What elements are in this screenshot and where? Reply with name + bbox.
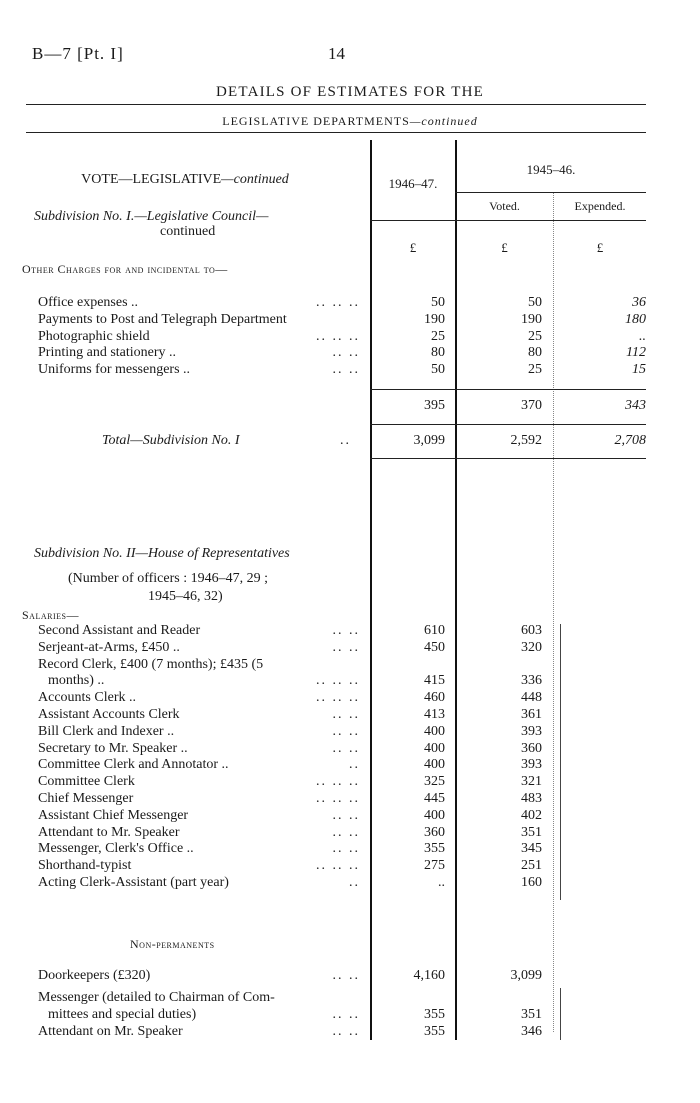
row-label: Assistant Accounts Clerk: [38, 707, 180, 722]
total-expended: 2,708: [614, 433, 646, 448]
value-1946-47: 325: [424, 774, 445, 790]
total-subdivision-1-label: Total—Subdivision No. I: [102, 433, 240, 448]
leader-dots: .. ..: [332, 639, 360, 655]
document-subtitle: LEGISLATIVE DEPARTMENTS—continued: [222, 114, 478, 128]
leader-dots: .. ..: [332, 723, 360, 739]
value-1946-47: 50: [431, 362, 445, 378]
leader-dots: .. ..: [332, 807, 360, 823]
subdivision-2-title: Subdivision No. II—House of Representatives: [34, 546, 290, 561]
value-voted: 393: [521, 757, 542, 773]
row-label: Serjeant-at-Arms, £450 ..: [38, 639, 180, 655]
value-voted: 603: [521, 623, 542, 638]
row-label: Acting Clerk-Assistant (part year): [38, 875, 229, 890]
row-label: Shorthand-typist: [38, 858, 132, 874]
leader-dots: .. .. ..: [316, 690, 360, 706]
value-1946-47: 413: [424, 707, 445, 722]
value-1946-47: 415: [424, 673, 445, 689]
value-1946-47: 80: [431, 345, 445, 361]
leader-dots: .. ..: [332, 841, 360, 857]
row-label: Photographic shield: [38, 328, 150, 344]
subtotal-voted: 370: [521, 398, 542, 413]
year-split-rule: [455, 192, 646, 193]
value-voted: 25: [528, 328, 542, 344]
column-rule-2: [455, 140, 457, 1040]
leader-dots: .. ..: [332, 623, 360, 638]
row-label: Bill Clerk and Indexer ..: [38, 723, 175, 739]
voted-bracket: [560, 624, 561, 900]
title-rule: [26, 104, 646, 105]
row-label: Committee Clerk: [38, 774, 135, 790]
value-expended: 112: [626, 345, 646, 361]
row-label: Secretary to Mr. Speaker ..: [38, 740, 188, 756]
leader-dots: .. .. ..: [316, 774, 360, 790]
row-label: Doorkeepers (£320): [38, 968, 151, 983]
value-1946-47: 355: [424, 1007, 445, 1022]
value-voted: 160: [521, 875, 542, 890]
value-voted: 346: [521, 1024, 542, 1039]
row-label: Printing and stationery ..: [38, 345, 177, 361]
row-label: Attendant to Mr. Speaker: [38, 824, 180, 840]
officers-count-line-1: (Number of officers : 1946–47, 29 ;: [68, 571, 268, 586]
row-label: months) ..: [48, 673, 105, 689]
value-voted: 351: [521, 824, 542, 840]
value-1946-47: 445: [424, 791, 445, 806]
value-voted: 448: [521, 690, 542, 706]
value-1946-47: 275: [424, 858, 445, 874]
leader-dots: .. ..: [332, 740, 360, 756]
value-1946-47: 190: [424, 311, 445, 327]
page-reference: B—7 [Pt. I]: [32, 44, 124, 63]
subtotal-expended: 343: [625, 398, 646, 413]
value-voted: 483: [521, 791, 542, 806]
leader-dots: .. ..: [332, 707, 360, 722]
value-expended: 15: [632, 362, 646, 378]
leader-dots: ..: [340, 433, 351, 448]
subtotal-rule: [370, 389, 646, 390]
leader-dots: .. .. ..: [316, 858, 360, 874]
row-label: Accounts Clerk ..: [38, 690, 136, 706]
row-label: Committee Clerk and Annotator ..: [38, 757, 229, 773]
subtitle-rule: [26, 132, 646, 133]
row-label: Messenger, Clerk's Office ..: [38, 841, 194, 857]
value-voted: 251: [521, 858, 542, 874]
leader-dots: .. .. ..: [316, 328, 360, 344]
row-label: mittees and special duties): [48, 1007, 197, 1022]
value-expended: 36: [632, 295, 646, 310]
year-1945-46-header: 1945–46.: [526, 162, 576, 177]
row-label: Uniforms for messengers ..: [38, 362, 191, 378]
row-label: Payments to Post and Telegraph Department: [38, 311, 287, 327]
leader-dots: .. .. ..: [316, 295, 360, 310]
row-label: Office expenses ..: [38, 295, 139, 310]
value-voted: 321: [521, 774, 542, 790]
value-1946-47: 355: [424, 1024, 445, 1039]
value-voted: 351: [521, 1007, 542, 1022]
value-voted: 50: [528, 295, 542, 310]
row-label: Record Clerk, £400 (7 months); £435 (5: [38, 656, 264, 672]
subdivision-1-title: Subdivision No. I.—Legislative Council—: [34, 209, 269, 224]
total-bottom-rule: [370, 458, 646, 459]
expended-header: Expended.: [574, 199, 626, 213]
total-voted: 2,592: [510, 433, 542, 448]
row-label: Messenger (detailed to Chairman of Com-: [38, 990, 275, 1005]
leader-dots: .. ..: [332, 1024, 360, 1039]
voted-bracket: [560, 988, 561, 1040]
leader-dots: .. ..: [332, 968, 360, 983]
leader-dots: .. ..: [332, 824, 360, 840]
subdivision-1-continued: continued: [160, 224, 216, 239]
row-label: Second Assistant and Reader: [38, 623, 201, 638]
officers-count-line-2: 1945–46, 32): [148, 589, 223, 604]
value-1946-47: 400: [424, 740, 445, 756]
value-1946-47: ..: [438, 875, 445, 890]
value-1946-47: 610: [424, 623, 445, 638]
value-voted: 336: [521, 673, 542, 689]
total-1946-47: 3,099: [413, 433, 445, 448]
leader-dots: .. .. ..: [316, 791, 360, 806]
value-voted: 80: [528, 345, 542, 361]
currency-symbol: £: [596, 240, 604, 255]
value-1946-47: 450: [424, 639, 445, 655]
leader-dots: .. ..: [332, 345, 360, 361]
value-1946-47: 460: [424, 690, 445, 706]
value-voted: 361: [521, 707, 542, 722]
value-voted: 393: [521, 723, 542, 739]
value-expended: 180: [625, 311, 646, 327]
value-1946-47: 400: [424, 807, 445, 823]
voted-header: Voted.: [489, 199, 520, 213]
value-voted: 345: [521, 841, 542, 857]
page-number: 14: [328, 44, 345, 63]
value-1946-47: 50: [431, 295, 445, 310]
leader-dots: .. .. ..: [316, 673, 360, 689]
currency-symbol: £: [409, 240, 417, 255]
value-1946-47: 355: [424, 841, 445, 857]
value-voted: 3,099: [510, 968, 542, 983]
leader-dots: ..: [349, 757, 360, 773]
column-header-rule: [370, 220, 646, 221]
row-label: Attendant on Mr. Speaker: [38, 1024, 183, 1039]
document-title: DETAILS OF ESTIMATES FOR THE: [216, 84, 484, 100]
row-label: Assistant Chief Messenger: [38, 807, 189, 823]
leader-dots: ..: [349, 875, 360, 890]
vote-heading: VOTE—LEGISLATIVE—continued: [81, 172, 289, 187]
value-1946-47: 4,160: [413, 968, 445, 983]
value-voted: 25: [528, 362, 542, 378]
year-1946-47-header: 1946–47.: [388, 176, 438, 191]
value-1946-47: 360: [424, 824, 445, 840]
currency-symbol: £: [501, 240, 508, 255]
column-rule-1: [370, 140, 372, 1040]
row-label: Chief Messenger: [38, 791, 134, 806]
value-expended: ..: [639, 328, 646, 344]
value-voted: 402: [521, 807, 542, 823]
leader-dots: .. ..: [332, 1007, 360, 1022]
total-rule: [370, 424, 646, 425]
salaries-heading: Salaries—: [22, 608, 79, 622]
value-1946-47: 400: [424, 723, 445, 739]
other-charges-heading: Other Charges for and incidental to—: [22, 262, 228, 276]
value-voted: 190: [521, 311, 542, 327]
value-1946-47: 400: [424, 757, 445, 773]
non-permanents-heading: Non-permanents: [130, 937, 215, 951]
value-1946-47: 25: [431, 328, 445, 344]
leader-dots: .. ..: [332, 362, 360, 378]
subtotal-1946-47: 395: [424, 398, 445, 413]
value-voted: 360: [521, 740, 542, 756]
value-voted: 320: [521, 639, 542, 655]
